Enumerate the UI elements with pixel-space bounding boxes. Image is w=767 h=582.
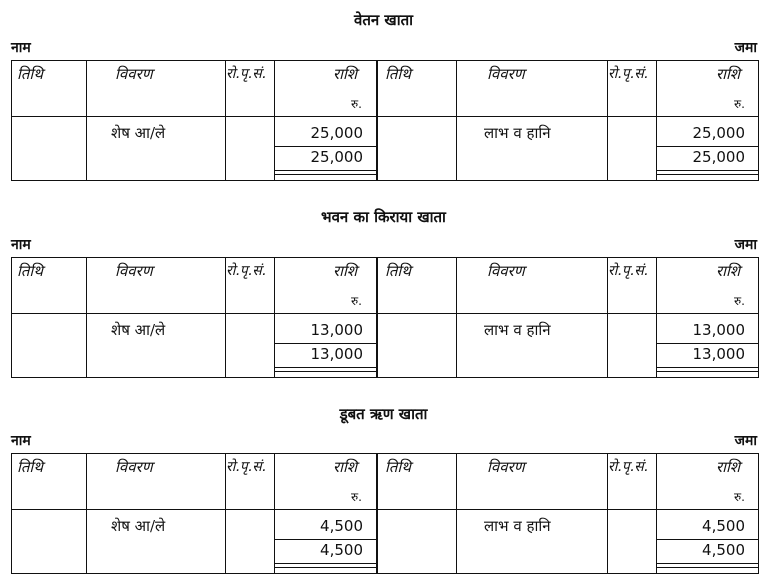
ledger-account-salary: [11, 60, 759, 181]
header-currency: रु.: [351, 490, 362, 504]
header-amount: राशि: [333, 262, 358, 280]
header-date: तिथि: [17, 458, 43, 476]
debit-amount: 25,000: [310, 124, 363, 142]
header-amount: राशि: [716, 458, 741, 476]
debit-label: नाम: [11, 433, 31, 449]
header-amount: राशि: [716, 65, 741, 83]
header-date: तिथि: [385, 262, 411, 280]
debit-total: 13,000: [310, 345, 363, 363]
debit-amount: 4,500: [320, 517, 363, 535]
credit-total: 13,000: [692, 345, 745, 363]
header-currency: रु.: [734, 490, 745, 504]
header-amount: राशि: [333, 65, 358, 83]
header-currency: रु.: [351, 97, 362, 111]
credit-amount: 25,000: [692, 124, 745, 142]
header-amount: राशि: [333, 458, 358, 476]
credit-amount: 4,500: [702, 517, 745, 535]
header-jf: रो.पृ.सं.: [608, 459, 649, 475]
header-jf: रो.पृ.सं.: [226, 263, 267, 279]
debit-label: नाम: [11, 40, 31, 56]
credit-total: 4,500: [702, 541, 745, 559]
header-jf: रो.पृ.सं.: [608, 66, 649, 82]
header-date: तिथि: [385, 458, 411, 476]
header-date: तिथि: [17, 262, 43, 280]
header-particulars: विवरण: [115, 458, 153, 476]
debit-particulars: शेष आ/ले: [111, 321, 166, 339]
account-title: डूबत ऋण खाता: [339, 405, 428, 423]
header-jf: रो.पृ.सं.: [608, 263, 649, 279]
header-particulars: विवरण: [115, 65, 153, 83]
debit-total: 4,500: [320, 541, 363, 559]
debit-particulars: शेष आ/ले: [111, 517, 166, 535]
header-date: तिथि: [17, 65, 43, 83]
credit-label: जमा: [734, 40, 757, 56]
ledger-account-bad-debts: [11, 453, 759, 574]
credit-particulars: लाभ व हानि: [484, 321, 551, 339]
credit-particulars: लाभ व हानि: [484, 124, 551, 142]
debit-particulars: शेष आ/ले: [111, 124, 166, 142]
credit-label: जमा: [734, 433, 757, 449]
account-title: वेतन खाता: [353, 11, 414, 29]
header-currency: रु.: [351, 294, 362, 308]
credit-label: जमा: [734, 237, 757, 253]
header-amount: राशि: [716, 262, 741, 280]
header-particulars: विवरण: [115, 262, 153, 280]
credit-particulars: लाभ व हानि: [484, 517, 551, 535]
header-particulars: विवरण: [487, 65, 525, 83]
header-currency: रु.: [734, 97, 745, 111]
credit-amount: 13,000: [692, 321, 745, 339]
debit-label: नाम: [11, 237, 31, 253]
debit-total: 25,000: [310, 148, 363, 166]
header-jf: रो.पृ.सं.: [226, 66, 267, 82]
credit-total: 25,000: [692, 148, 745, 166]
ledger-account-building-rent: [11, 257, 759, 378]
header-particulars: विवरण: [487, 262, 525, 280]
header-jf: रो.पृ.सं.: [226, 459, 267, 475]
header-date: तिथि: [385, 65, 411, 83]
debit-amount: 13,000: [310, 321, 363, 339]
header-currency: रु.: [734, 294, 745, 308]
header-particulars: विवरण: [487, 458, 525, 476]
account-title: भवन का किराया खाता: [321, 208, 446, 226]
